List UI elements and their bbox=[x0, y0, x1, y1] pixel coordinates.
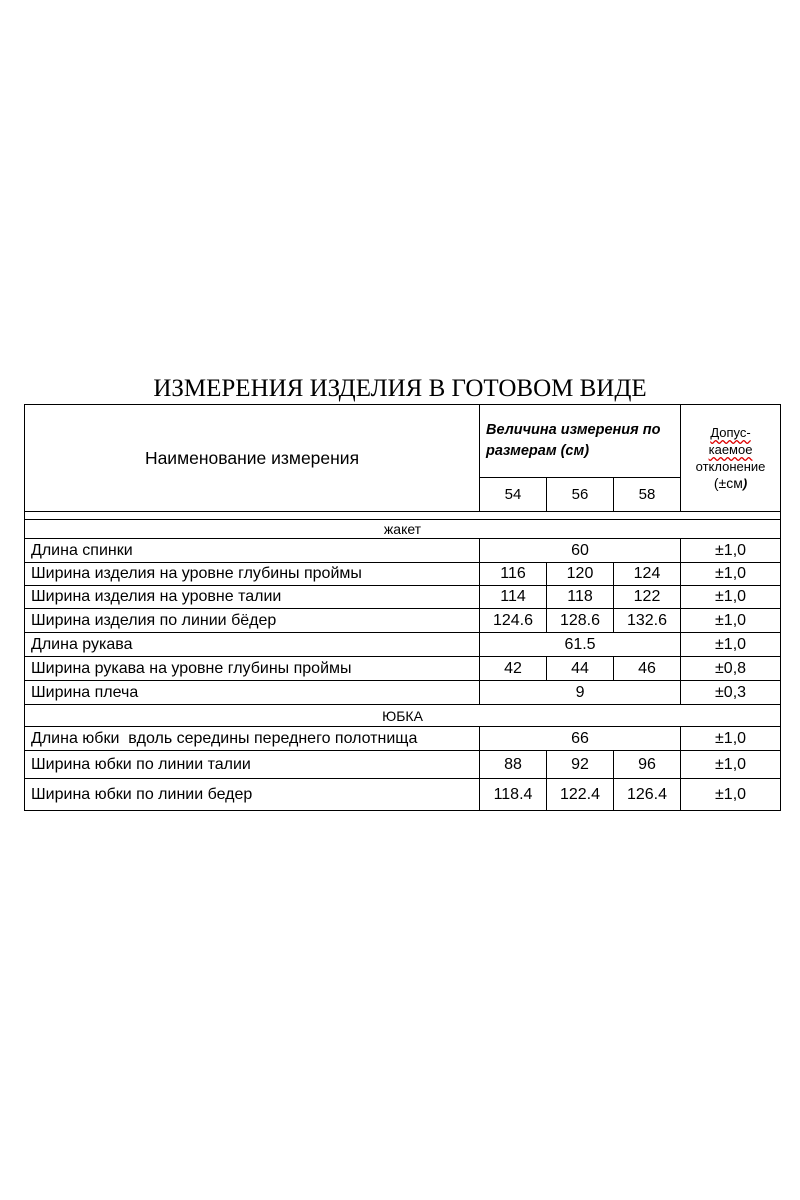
row-value: 46 bbox=[614, 657, 681, 681]
row-name: Длина спинки bbox=[25, 539, 480, 563]
row-value: 44 bbox=[547, 657, 614, 681]
size-56: 56 bbox=[547, 478, 614, 512]
row-value: 132.6 bbox=[614, 609, 681, 633]
row-value: 122 bbox=[614, 586, 681, 609]
row-merged-value: 60 bbox=[480, 539, 681, 563]
section-row-jacket bbox=[25, 520, 781, 539]
row-tolerance: ±1,0 bbox=[681, 633, 781, 657]
page-title: ИЗМЕРЕНИЯ ИЗДЕЛИЯ В ГОТОВОМ ВИДЕ bbox=[153, 375, 647, 402]
row-name: Ширина рукава на уровне глубины проймы bbox=[25, 657, 480, 681]
table-row bbox=[25, 681, 781, 705]
table-row bbox=[25, 633, 781, 657]
table-row bbox=[25, 563, 781, 586]
row-name: Ширина юбки по линии бедер bbox=[25, 779, 480, 811]
row-name: Длина юбки вдоль середины переднего полотнища bbox=[25, 727, 480, 751]
measurements-table bbox=[24, 404, 781, 811]
row-merged-value: 9 bbox=[480, 681, 681, 705]
table-row bbox=[25, 727, 781, 751]
section-row-skirt bbox=[25, 705, 781, 727]
row-tolerance: ±1,0 bbox=[681, 539, 781, 563]
row-tolerance: ±1,0 bbox=[681, 751, 781, 779]
table-row bbox=[25, 586, 781, 609]
row-name: Ширина юбки по линии талии bbox=[25, 751, 480, 779]
row-tolerance: ±0,3 bbox=[681, 681, 781, 705]
header-tolerance-line2: каемое bbox=[708, 442, 753, 457]
row-value: 126.4 bbox=[614, 779, 681, 811]
row-tolerance: ±1,0 bbox=[681, 779, 781, 811]
header-name-col: Наименование измерения bbox=[25, 405, 480, 512]
header-row bbox=[25, 405, 781, 478]
row-name: Ширина изделия по линии бёдер bbox=[25, 609, 480, 633]
row-value: 122.4 bbox=[547, 779, 614, 811]
size-54: 54 bbox=[480, 478, 547, 512]
row-value: 120 bbox=[547, 563, 614, 586]
header-tolerance-line4: (±см bbox=[713, 475, 743, 491]
table-row bbox=[25, 539, 781, 563]
row-value: 92 bbox=[547, 751, 614, 779]
section-label: ЮБКА bbox=[25, 705, 781, 727]
row-name: Ширина изделия на уровне глубины проймы bbox=[25, 563, 480, 586]
row-value: 96 bbox=[614, 751, 681, 779]
row-tolerance: ±1,0 bbox=[681, 609, 781, 633]
row-value: 118.4 bbox=[480, 779, 547, 811]
row-tolerance: ±1,0 bbox=[681, 586, 781, 609]
row-value: 118 bbox=[547, 586, 614, 609]
row-value: 128.6 bbox=[547, 609, 614, 633]
row-value: 116 bbox=[480, 563, 547, 586]
table-row bbox=[25, 657, 781, 681]
row-tolerance: ±0,8 bbox=[681, 657, 781, 681]
row-value: 124.6 bbox=[480, 609, 547, 633]
table-row bbox=[25, 751, 781, 779]
row-name: Ширина плеча bbox=[25, 681, 480, 705]
row-name: Ширина изделия на уровне талии bbox=[25, 586, 480, 609]
header-tolerance-paren: ) bbox=[742, 476, 748, 491]
header-size-col: Величина измерения по размерам (см) bbox=[480, 405, 681, 478]
row-value: 42 bbox=[480, 657, 547, 681]
row-name: Длина рукава bbox=[25, 633, 480, 657]
row-value: 114 bbox=[480, 586, 547, 609]
row-value: 88 bbox=[480, 751, 547, 779]
row-merged-value: 66 bbox=[480, 727, 681, 751]
spacer bbox=[25, 512, 781, 520]
header-tolerance-line3: отклонение bbox=[695, 459, 766, 474]
row-tolerance: ±1,0 bbox=[681, 727, 781, 751]
header-tolerance-col bbox=[681, 405, 781, 512]
table-row bbox=[25, 779, 781, 811]
row-value: 124 bbox=[614, 563, 681, 586]
section-label: жакет bbox=[25, 520, 781, 539]
header-tolerance-line1: Допус- bbox=[710, 425, 751, 440]
table-row bbox=[25, 609, 781, 633]
size-58: 58 bbox=[614, 478, 681, 512]
row-tolerance: ±1,0 bbox=[681, 563, 781, 586]
row-merged-value: 61.5 bbox=[480, 633, 681, 657]
